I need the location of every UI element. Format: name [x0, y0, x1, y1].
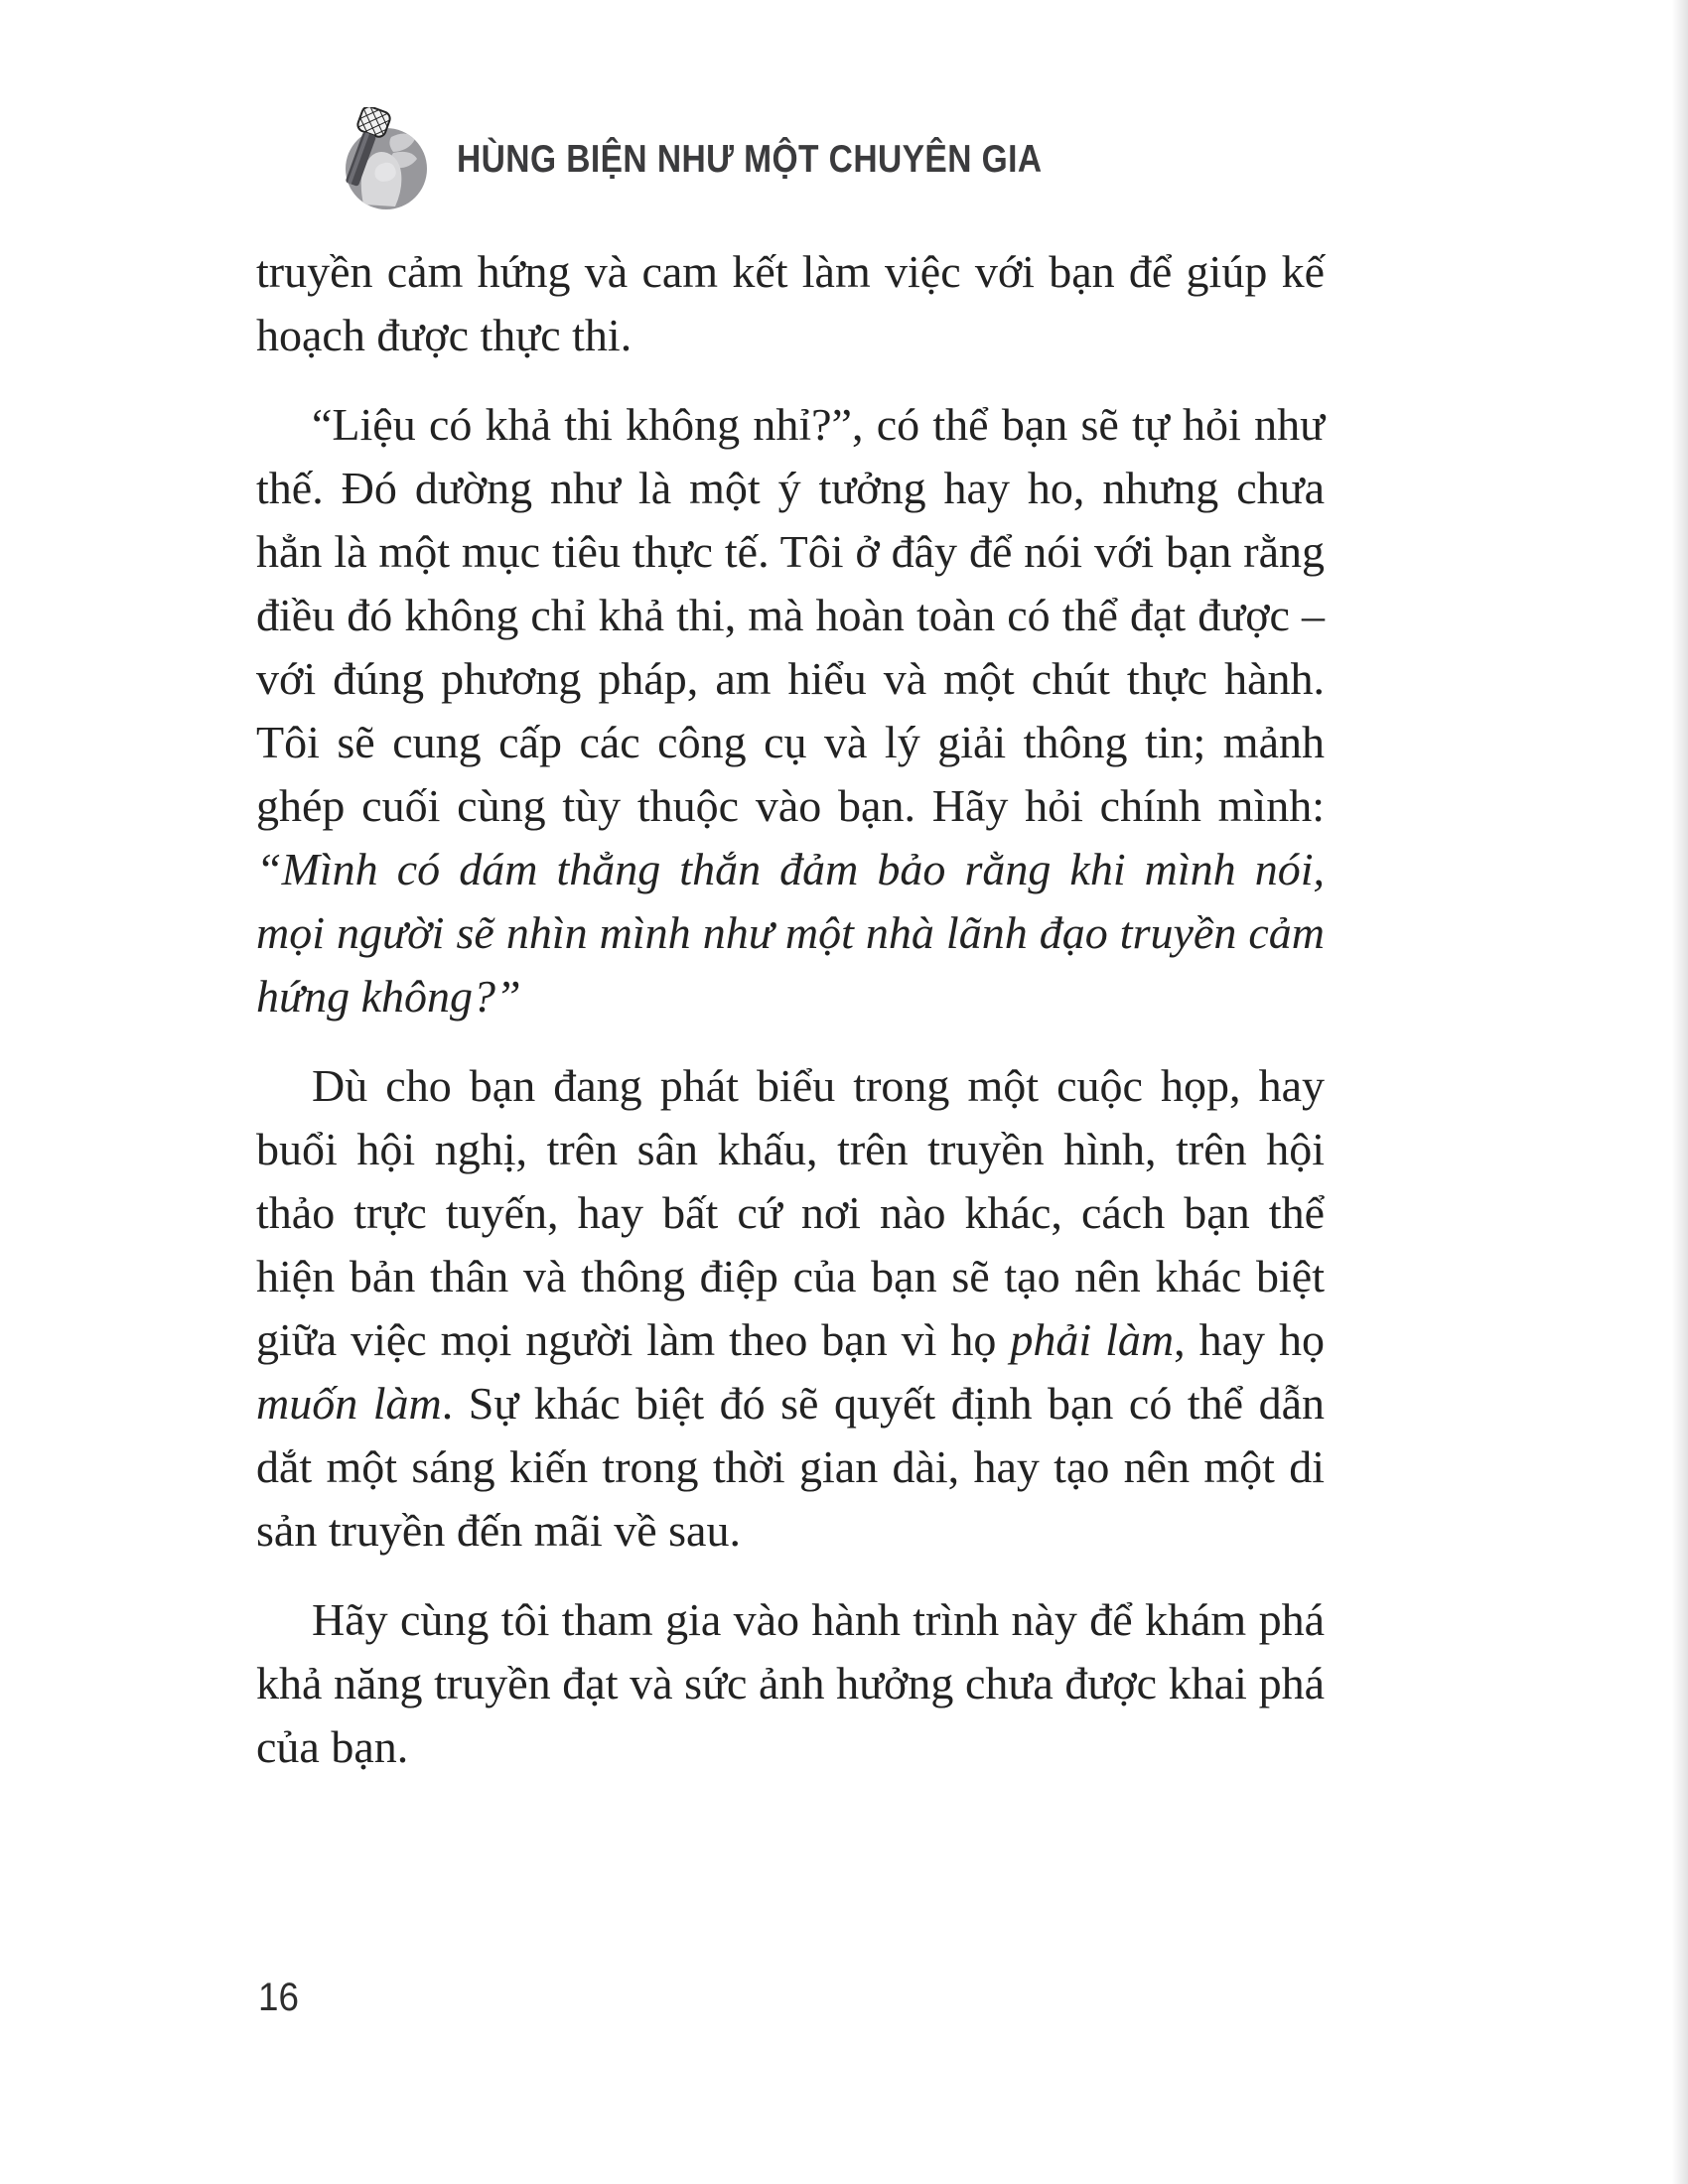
text-run: muốn làm	[256, 1378, 442, 1429]
page-number: 16	[258, 1976, 299, 2019]
paragraph	[256, 1588, 1325, 1779]
text-run: “Liệu có khả thi không nhỉ?”, có thể bạn sẽ tự hỏi như thế. Đó dường như là một ý tưởng hay ho, nhưng chưa hẳn là một mục tiêu thực tế. Tôi ở đây để nói với bạn rằng điều đó không chỉ khả thi, mà hoàn toàn có thể đạt được – với đúng phương pháp, am hiểu và một chút thực hành. Tôi sẽ cung cấp các công cụ và lý giải thông tin; mảnh ghép cuối cùng tùy thuộc vào bạn. Hãy hỏi chính mình:	[256, 399, 1325, 831]
paragraph	[256, 393, 1325, 1028]
text-run: Hãy cùng tôi tham gia vào hành trình này để khám phá khả năng truyền đạt và sức ảnh hưởng chưa được khai phá của bạn.	[256, 1594, 1325, 1772]
text-run: Dù cho bạn đang phát biểu trong một cuộc họp, hay buổi hội nghị, trên sân khấu, trên truyền hình, trên hội thảo trực tuyến, hay bất cứ nơi nào khác, cách bạn thể hiện bản thân và thông điệp của bạn sẽ tạo nên khác biệt giữa việc mọi người làm theo bạn vì họ	[256, 1060, 1325, 1365]
running-head	[334, 107, 1138, 210]
text-run: truyền cảm hứng và cam kết làm việc với bạn để giúp kế hoạch được thực thi.	[256, 246, 1325, 360]
text-run: , hay họ	[1174, 1314, 1326, 1365]
scan-edge-shadow	[1672, 0, 1688, 2184]
paragraph	[256, 1054, 1325, 1563]
body-paragraphs	[256, 240, 1325, 1805]
paragraph	[256, 240, 1325, 367]
page-title: HÙNG BIỆN NHƯ MỘT CHUYÊN GIA	[457, 137, 1043, 181]
text-run: “Mình có dám thẳng thắn đảm bảo rằng khi mình nói, mọi người sẽ nhìn mình như một nhà lãnh đạo truyền cảm hứng không?”	[256, 844, 1325, 1022]
text-run: . Sự khác biệt đó sẽ quyết định bạn có thể dẫn dắt một sáng kiến trong thời gian dài, hay tạo nên một di sản truyền đến mãi về sau.	[256, 1378, 1325, 1556]
text-run: phải làm	[1010, 1314, 1175, 1365]
microphone-in-hand-icon	[334, 107, 433, 210]
